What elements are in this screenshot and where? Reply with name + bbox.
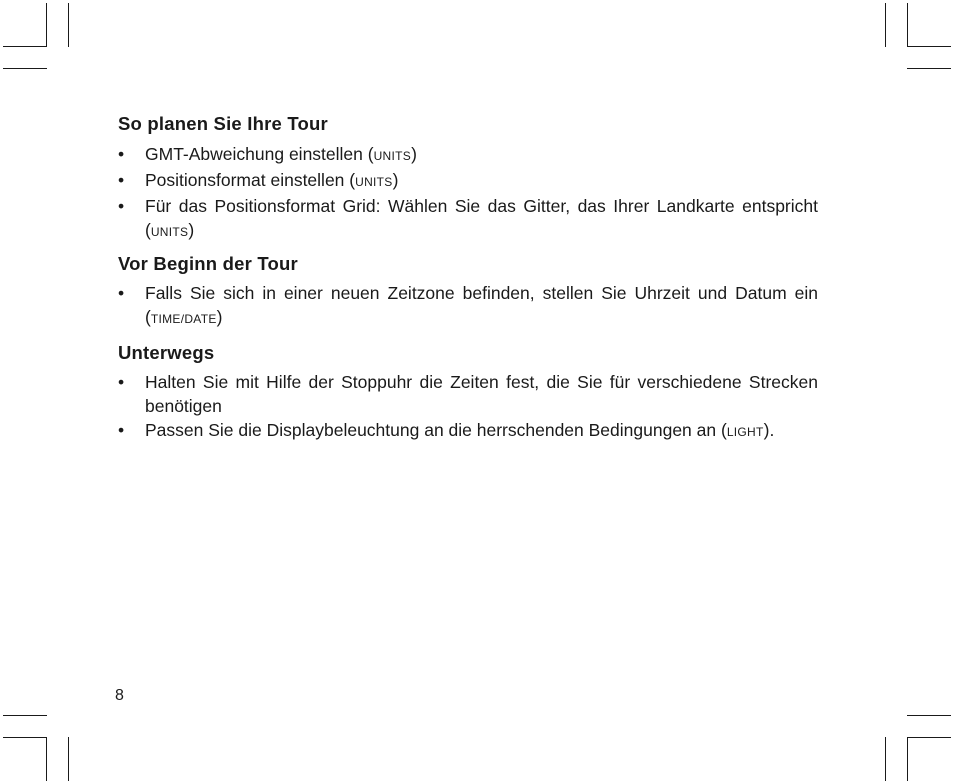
crop-mark — [885, 3, 886, 47]
crop-mark — [68, 737, 69, 781]
bullet-list — [118, 370, 818, 444]
list-item — [118, 142, 818, 168]
list-item — [118, 370, 818, 418]
crop-mark — [3, 68, 47, 69]
bullet-list — [118, 142, 818, 244]
crop-mark — [907, 68, 951, 69]
section-heading: Unterwegs — [118, 342, 215, 363]
page-number: 8 — [115, 687, 124, 704]
button-code: UNITS — [373, 149, 412, 163]
item-end: ) — [392, 170, 399, 190]
button-code: UNITS — [150, 225, 189, 239]
crop-mark — [907, 737, 908, 781]
item-text: Falls Sie sich in einer neuen Zeitzone befinden, stellen Sie Uhrzeit und Datum ein ( — [145, 283, 818, 327]
crop-mark — [907, 737, 951, 738]
crop-mark — [46, 3, 47, 47]
crop-mark — [907, 3, 908, 47]
list-item — [118, 168, 818, 194]
list-item — [118, 194, 818, 244]
crop-mark — [907, 715, 951, 716]
crop-mark — [885, 737, 886, 781]
section-heading: So planen Sie Ihre Tour — [118, 113, 328, 134]
button-code: UNITS — [355, 175, 393, 189]
item-text: Für das Positionsformat Grid: Wählen Sie das Gitter, das Ihrer Landkarte entspricht ( — [145, 196, 818, 240]
item-text: Passen Sie die Displaybeleuchtung an die herrschenden Bedingungen an ( — [145, 420, 727, 440]
crop-mark — [68, 3, 69, 47]
item-end: ) — [188, 220, 195, 240]
section-heading: Vor Beginn der Tour — [118, 253, 298, 274]
item-end: ). — [763, 420, 775, 440]
crop-mark — [907, 46, 951, 47]
item-text: GMT-Abweichung einstellen ( — [145, 144, 374, 164]
button-code: TIME/DATE — [150, 312, 217, 326]
button-code: LIGHT — [726, 425, 764, 439]
crop-mark — [46, 737, 47, 781]
item-end: ) — [411, 144, 417, 164]
crop-mark — [3, 737, 47, 738]
document-body — [118, 112, 818, 444]
item-end: ) — [216, 307, 223, 327]
crop-mark — [3, 46, 47, 47]
list-item — [118, 418, 818, 444]
item-text: Halten Sie mit Hilfe der Stoppuhr die Zeiten fest, die Sie für verschiedene Strecken benötigen — [145, 372, 818, 416]
item-text: Positionsformat einstellen ( — [145, 170, 356, 190]
crop-mark — [3, 715, 47, 716]
list-item — [118, 281, 818, 331]
bullet-list — [118, 281, 818, 331]
